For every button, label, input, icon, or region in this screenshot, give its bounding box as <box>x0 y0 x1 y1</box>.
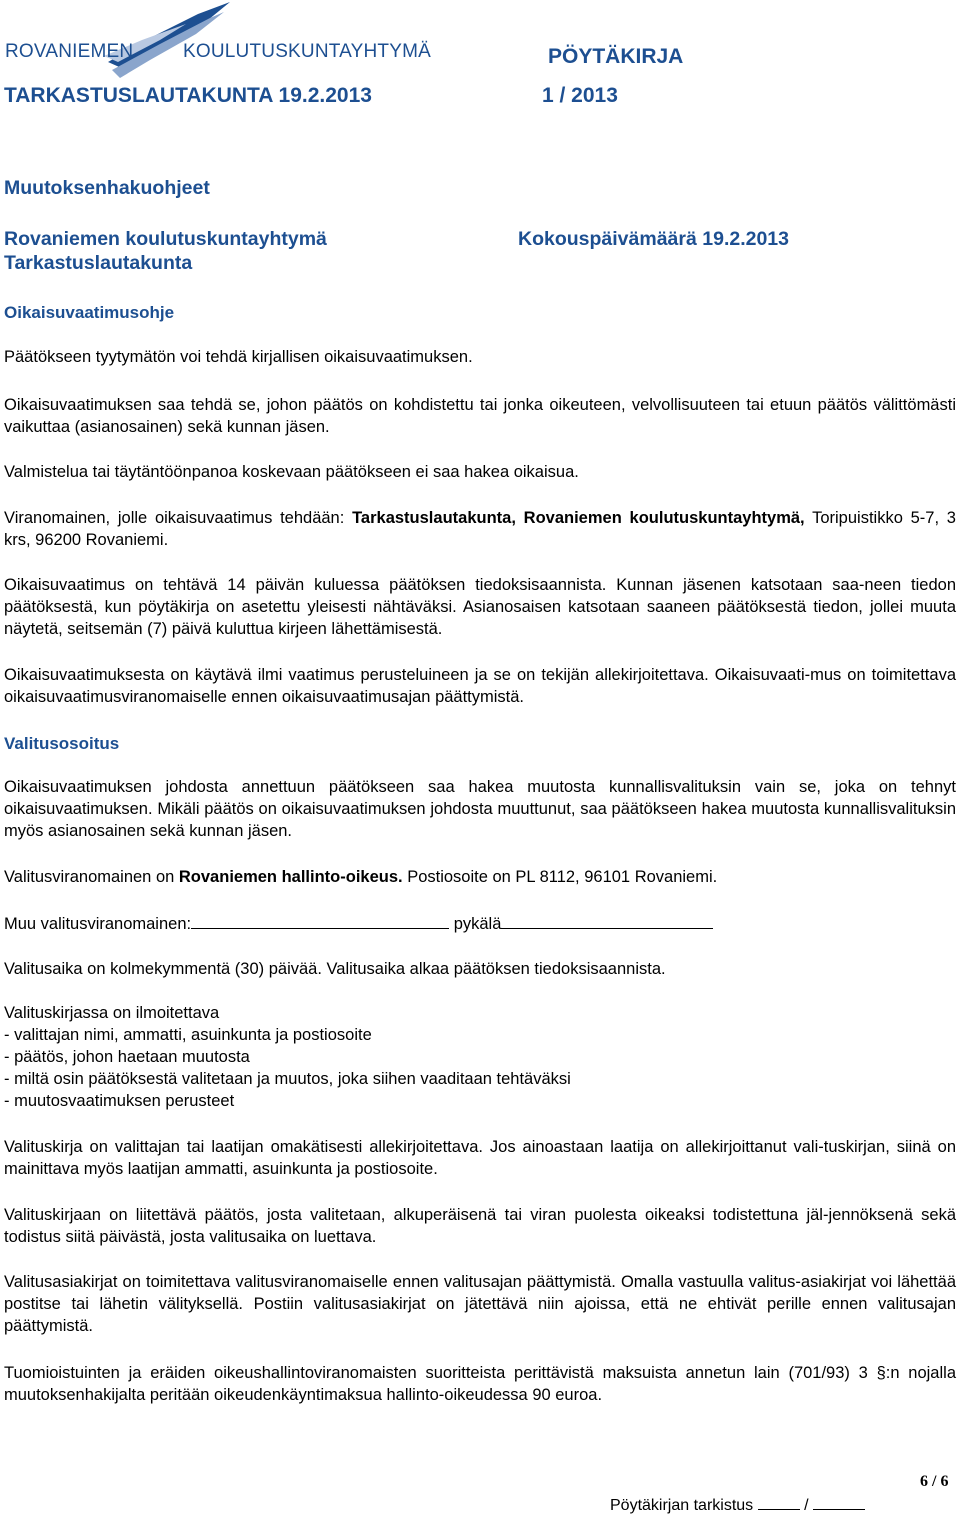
other-authority-blank <box>191 912 449 929</box>
section-blank <box>501 912 713 929</box>
list-item: - miltä osin päätöksestä valitetaan ja muutos, joka siihen vaaditaan tehtäväksi <box>4 1070 571 1088</box>
section-label: pykälä <box>453 915 502 933</box>
requirements-intro: Valituskirjassa on ilmoitettava <box>4 1004 220 1022</box>
list-item: - päätös, johon haetaan muutosta <box>4 1048 250 1066</box>
organization-logo <box>0 0 432 80</box>
check-separator: / <box>804 1497 809 1514</box>
page-number: 6 / 6 <box>920 1473 949 1490</box>
rectification-deadline: Oikaisuvaatimus on tehtävä 14 päivän kuluessa päätöksen tiedoksisaannista. Kunnan jäsenen katsotaan saa-neen tiedon päätöksestä, kun pöytäkirja on asetettu yleisesti nähtäväksi. Asianosaisen katsotaan saaneen päätöksestä tiedon, jollei muuta näytetä, seitsemän (7) päivä kuluttua kirjeen lähettämisestä. <box>4 576 956 638</box>
appeal-requirements <box>4 1002 956 1112</box>
rectification-content: Oikaisuvaatimuksesta on käytävä ilmi vaatimus perusteluineen ja se on tekijän allekirjoitettava. Oikaisuvaati-mus on toimitettava oikaisuvaatimusviranomaiselle ennen oikaisuvaatimusajan päättymistä. <box>4 666 956 706</box>
rectification-intro: Päätökseen tyytymätön voi tehdä kirjallisen oikaisuvaatimuksen. <box>4 348 473 366</box>
organization-name: Rovaniemen koulutuskuntayhtymä <box>4 228 327 250</box>
minutes-check <box>610 1493 865 1517</box>
appeal-authority: Valitusviranomainen on Rovaniemen hallinto-oikeus. Postiosoite on PL 8112, 96101 Rovaniemi. <box>4 868 718 886</box>
rectification-authority: Viranomainen, jolle oikaisuvaatimus tehdään: Tarkastuslautakunta, Rovaniemen koulutuskuntayhtymä, Toripuistikko 5-7, 3 krs, 96200 Rovaniemi. <box>4 509 956 549</box>
header-body-date: TARKASTUSLAUTAKUNTA 19.2.2013 <box>4 84 372 107</box>
logo-text-left: ROVANIEMEN <box>5 41 134 62</box>
header-page-ref: 1 / 2013 <box>542 84 618 107</box>
list-item: - valittajan nimi, ammatti, asuinkunta ja postiosoite <box>4 1026 372 1044</box>
appeal-who: Oikaisuvaatimuksen johdosta annettuun päätökseen saa hakea muutosta kunnallisvalituksin vain se, joka on tehnyt oikaisuvaatimuksen. Mikäli päätös on oikaisuvaatimuksen johdosta muuttunut, saa päätökseen hakea muutosta kunnallisvalituksin myös asianosainen sekä kunnan jäsen. <box>4 778 956 840</box>
document-type: PÖYTÄKIRJA <box>548 45 684 68</box>
appeal-delivery: Valitusasiakirjat on toimitettava valitusviranomaiselle ennen valitusajan päättymistä. Omalla vastuulla valitus-asiakirjat voi lähettää postitse tai lähetin välityksellä. Postiin valitusasiakirjat on jätettävä niin ajoissa, että ne ehtivät perille ennen valitusajan päättymistä. <box>4 1273 956 1335</box>
meeting-date: Kokouspäivämäärä 19.2.2013 <box>518 228 790 250</box>
initials-blank-2 <box>813 1493 865 1510</box>
appeal-period: Valitusaika on kolmekymmentä (30) päivää. Valitusaika alkaa päätöksen tiedoksisaannista. <box>4 960 666 978</box>
logo-swoosh-icon <box>0 0 420 80</box>
board-name: Tarkastuslautakunta <box>4 252 193 274</box>
page-title: Muutoksenhakuohjeet <box>4 177 210 199</box>
initials-blank-1 <box>758 1493 800 1510</box>
minutes-check-label: Pöytäkirjan tarkistus <box>610 1497 754 1514</box>
other-authority-line <box>4 912 956 935</box>
appeal-fee: Tuomioistuinten ja eräiden oikeushallintoviranomaisten suoritteista perittävistä maksuista annetun lain (701/93) 3 §:n nojalla muutoksenhakijalta peritään oikeudenkäyntimaksua hallinto-oikeudessa 90 euroa. <box>4 1364 956 1404</box>
rectification-who: Oikaisuvaatimuksen saa tehdä se, johon päätös on kohdistettu tai jonka oikeuteen, velvollisuuteen tai etuun päätös välittömästi vaikuttaa (asianosainen) sekä kunnan jäsen. <box>4 396 956 436</box>
logo-text-right: KOULUTUSKUNTAYHTYMÄ <box>183 41 432 62</box>
section-heading-appeal: Valitusosoitus <box>4 734 120 753</box>
appeal-attachments: Valituskirjaan on liitettävä päätös, josta valitetaan, alkuperäisenä tai viran puolesta oikeaksi todistettuna jäl-jennöksenä sekä todistus siitä päivästä, josta valitusaika on luettava. <box>4 1206 956 1246</box>
rectification-exclusion: Valmistelua tai täytäntöönpanoa koskevaan päätökseen ei saa hakea oikaisua. <box>4 463 579 481</box>
list-item: - muutosvaatimuksen perusteet <box>4 1092 235 1110</box>
appeal-signature: Valituskirja on valittajan tai laatijan omakätisesti allekirjoitettava. Jos ainoastaan laatija on allekirjoittanut vali-tuskirjan, siinä on mainittava myös laatijan ammatti, asuinkunta ja postiosoite. <box>4 1138 956 1178</box>
other-authority-label: Muu valitusviranomainen: <box>4 915 192 933</box>
section-heading-rectification: Oikaisuvaatimusohje <box>4 303 175 322</box>
